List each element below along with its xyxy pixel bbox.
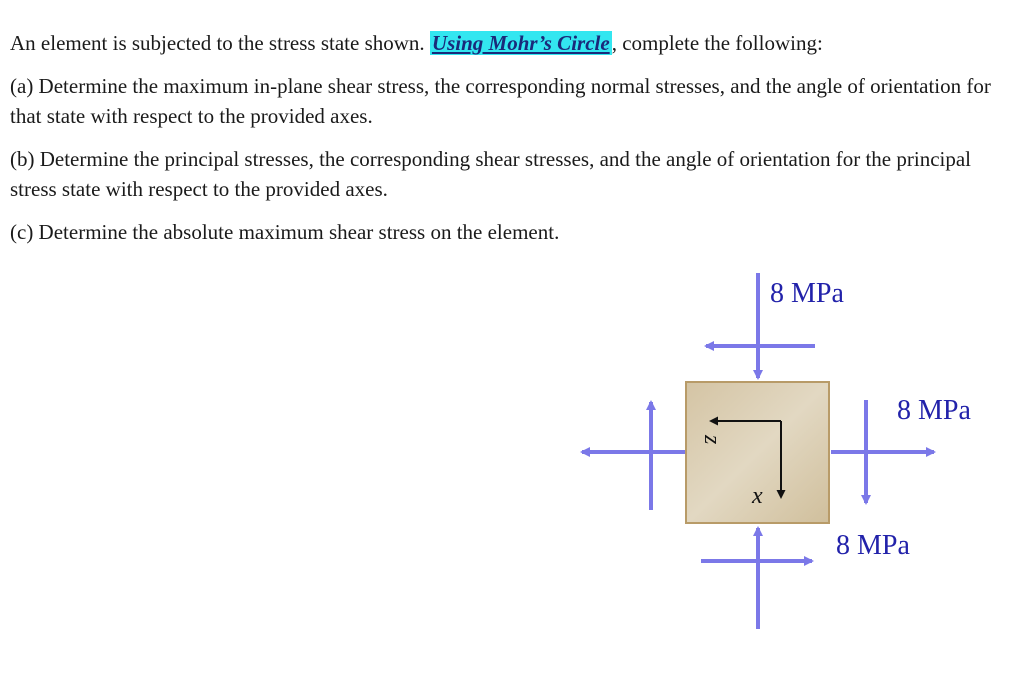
stress-label-right: 8 MPa — [897, 395, 971, 426]
part-c-text: (c) Determine the absolute maximum shear stress on the element. — [10, 220, 560, 244]
part-a-text: (a) Determine the maximum in-plane shear stress, the corresponding normal stresses, and the angle of orientation for that state with respect to the provided axes. — [10, 74, 991, 128]
stress-label-bottom: 8 MPa — [836, 530, 910, 561]
mohrs-circle-link[interactable]: Using Mohr’s Circle — [431, 31, 610, 55]
stress-label-top: 8 MPa — [770, 278, 844, 309]
intro-text-end: , complete the following: — [611, 31, 823, 55]
x-axis-label: x — [752, 483, 763, 509]
z-axis-label: z — [699, 435, 725, 445]
part-b-text: (b) Determine the principal stresses, the corresponding shear stresses, and the angle of orientation for the principal stress state with respect to the provided axes. — [10, 147, 972, 201]
intro-text: An element is subjected to the stress state shown. — [10, 31, 430, 55]
